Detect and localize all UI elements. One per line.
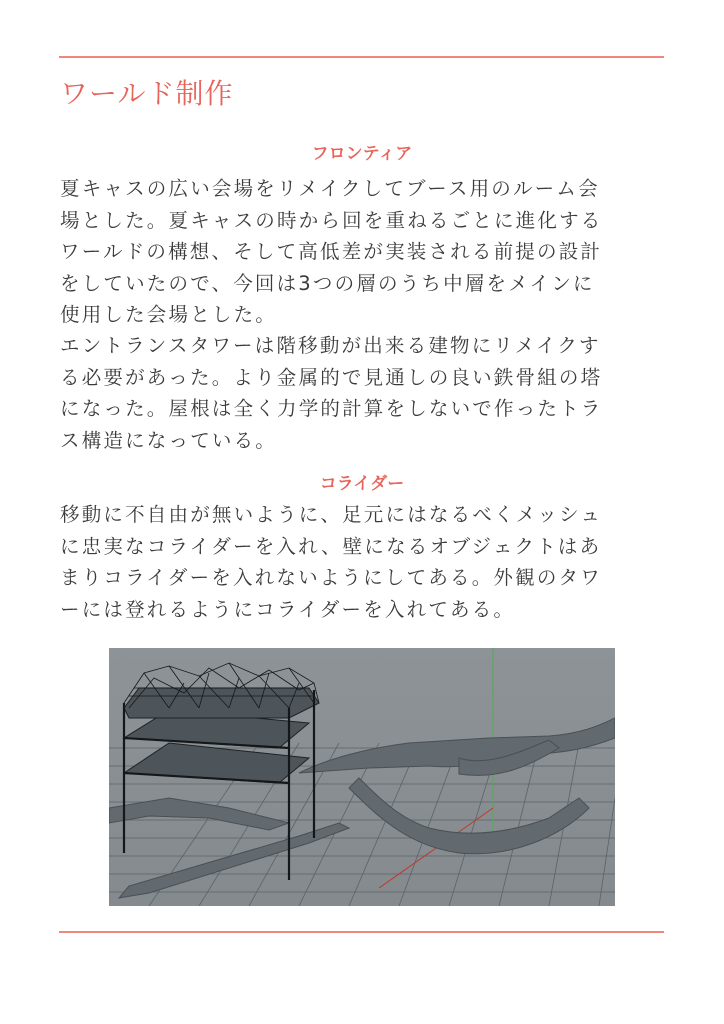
- page-title: ワールド制作: [60, 77, 234, 110]
- section-heading-collider: コライダー: [319, 474, 405, 494]
- top-divider: [59, 56, 664, 58]
- frontier-paragraph-2: エントランスタワーは階移動が出来る建物にリメイクす る必要があった。より金属的で見通しの良い鉄骨組の塔 になった。屋根は全く力学的計算をしないで作ったトラ ス構造になっている。: [60, 334, 603, 452]
- bottom-divider: [59, 931, 664, 933]
- section-heading-frontier: フロンティア: [311, 144, 413, 164]
- world-3d-screenshot: [109, 648, 615, 906]
- collider-paragraph: 移動に不自由が無いように、足元にはなるべくメッシュ に忠実なコライダーを入れ、壁になるオブジェクトはあ まりコライダーを入れないようにしてある。外観のタワ ーには登れるようにコライダーを入れてある。: [60, 503, 603, 621]
- frontier-paragraph-1: 夏キャスの広い会場をリメイクしてブース用のルーム会 場とした。夏キャスの時から回を重ねるごとに進化する ワールドの構想、そして高低差が実装される前提の設計 をしていたので、今回は3つの層のうち中層をメインに 使用した会場とした。: [60, 177, 603, 326]
- viewport-illustration: [109, 648, 615, 906]
